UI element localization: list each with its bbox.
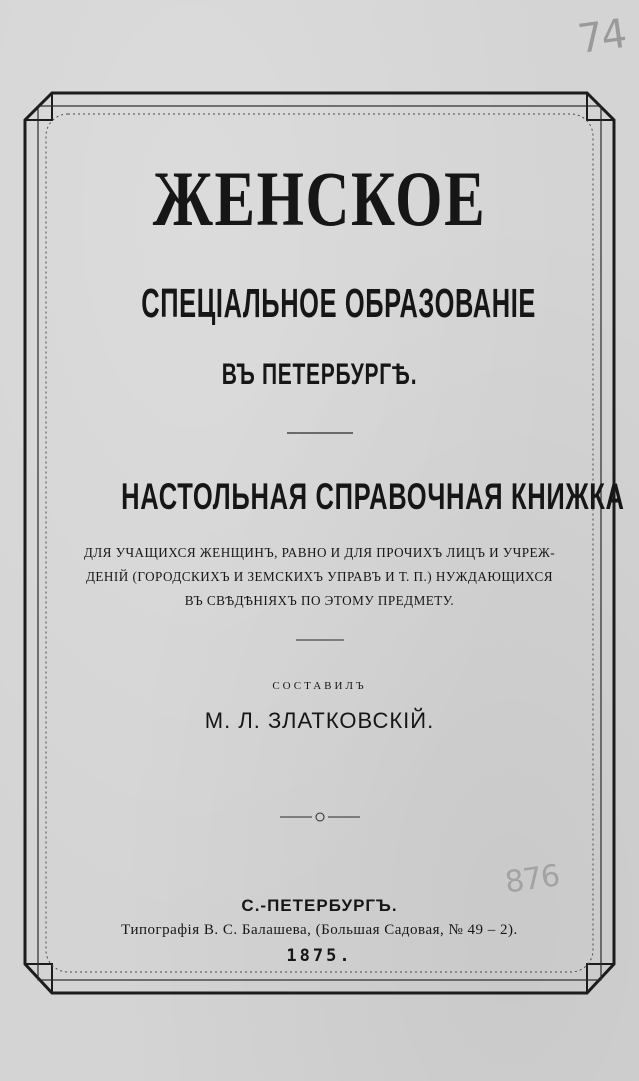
description-line-3: ВЪ СВѢДѢНІЯХЪ ПО ЭТОМУ ПРЕДМЕТУ. <box>184 594 455 609</box>
book-title: НАСТОЛЬНАЯ СПРАВОЧНАЯ КНИЖКА <box>121 476 625 517</box>
imprint-year: 1875. <box>286 946 353 966</box>
imprint-city: С.-ПЕТЕРБУРГЪ. <box>241 896 398 915</box>
title-subtitle: СПЕЦІАЛЬНОЕ ОБРАЗОВАНІЕ <box>141 280 536 326</box>
title-main: ЖЕНСКОЕ <box>152 155 487 242</box>
description-line-2: ДЕНІЙ (ГОРОДСКИХЪ И ЗЕМСКИХЪ УПРАВЪ И Т. П.) НУЖДАЮЩИХСЯ <box>85 570 554 585</box>
dotted-frame <box>46 114 625 972</box>
ornament-circle <box>316 813 324 821</box>
description-line-1: ДЛЯ УЧАЩИХСЯ ЖЕНЩИНЪ, РАВНО И ДЛЯ ПРОЧИХЪ ЛИЦЪ И УЧРЕЖ- <box>83 546 556 561</box>
author-name: М. Л. ЗЛАТКОВСКІЙ. <box>204 708 435 733</box>
compiled-by-label: СОСТАВИЛЪ <box>272 680 367 692</box>
handwritten-shelf-number: 876 <box>502 858 562 901</box>
imprint-printer: Типографія В. С. Балашева, (Большая Садовая, № 49 – 2). <box>121 922 518 938</box>
title-location: ВЪ ПЕТЕРБУРГѢ. <box>221 358 418 391</box>
handwritten-page-number: 74 <box>575 10 628 64</box>
